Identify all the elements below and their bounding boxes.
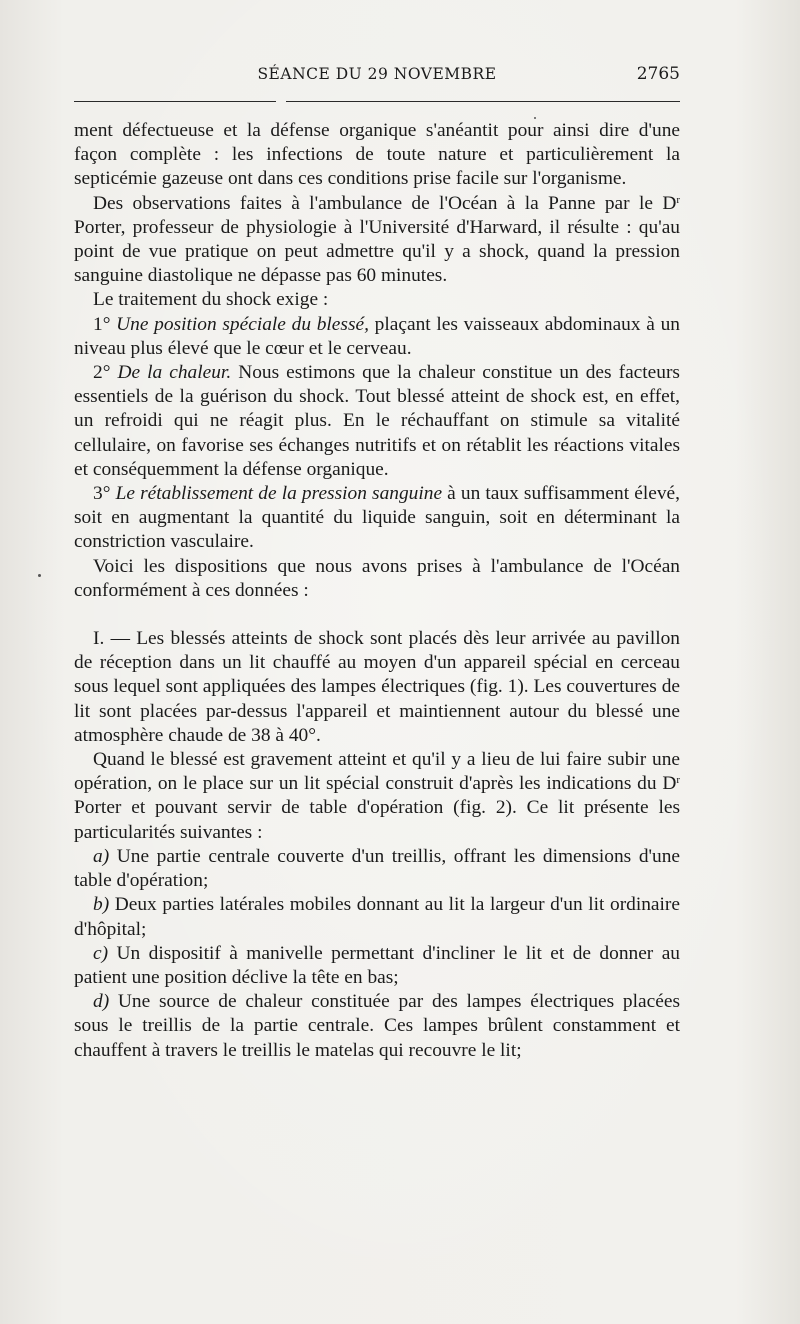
text-run: Porter et pouvant servir de table d'opération (fig. 2). Ce lit présente les particularités suivantes : [74,797,680,843]
paragraph-item-d [74,990,680,1063]
paper-speck [38,574,41,577]
text-run: Nous estimons que la chaleur constitue un des facteurs essentiels de la guérison du shock. Tout blessé atteint de shock est, en effet, un refroidi qui ne réagit plus. En le réchauffant on stimule sa vitalité cellulaire, on favorise ses échanges nutritifs et on rétablit les réactions vitales et conséquemment la défense organique. [74,362,680,480]
text-run: Deux parties latérales mobiles donnant au lit la largeur d'un lit ordinaire d'hôpital; [74,894,680,940]
superscript: r [676,774,680,787]
header-rule-left [74,101,276,102]
item-title: Le rétablissement de la pression sanguine [115,483,443,505]
item-letter: b) [93,894,110,916]
paragraph-observations [74,192,680,289]
text-run: Une partie centrale couverte d'un treillis, offrant les dimensions d'une table d'opération; [74,845,680,892]
item-number: 2° [93,362,118,384]
text-run: Un dispositif à manivelle permettant d'incliner le lit et de donner au patient une position déclive la tête en bas; [74,942,680,988]
paragraph-operation-bed [74,748,680,845]
text-run: Quand le blessé est gravement atteint et qu'il y a lieu de lui faire subir une opération, on le place sur un lit spécial construit d'après les indications du D [74,749,680,795]
item-number: 1° [93,313,117,335]
paragraph-item-1 [74,313,680,361]
item-title: De la chaleur. [117,362,232,384]
running-header [74,64,680,88]
body-text [74,119,680,1063]
header-title: SÉANCE DU 29 NOVEMBRE [257,65,497,83]
item-letter: c) [93,942,109,964]
paragraph-item-a [74,845,680,893]
paragraph-item-c [74,942,680,990]
page-number: 2765 [636,64,680,84]
item-number: 3° [93,483,116,505]
paper-speck [534,117,536,119]
paragraph-item-b [74,893,680,941]
item-letter: d) [93,991,110,1013]
superscript: r [676,193,680,206]
text-run: à un taux suffisamment élevé, soit en augmentant la quantité du liquide sanguin, soit en déterminant la constriction vasculaire. [74,483,680,553]
item-letter: a) [93,845,110,867]
text-run: Porter, professeur de physiologie à l'Université d'Harward, il résulte : qu'au point de vue pratique on peut admettre qu'il y a shock, quand la pression sanguine diastolique ne dépasse pas 60 minutes. [74,216,680,287]
paragraph-item-3 [74,482,680,555]
text-run: Des observations faites à l'ambulance de l'Océan à la Panne par le D [93,192,677,214]
header-rule-right [286,101,680,102]
text-run: plaçant les vaisseaux abdominaux à un niveau plus élevé que le cœur et le cerveau. [74,313,680,359]
item-title: Une position spéciale du blessé, [116,313,369,335]
paragraph-dispositions: Voici les dispositions que nous avons prises à l'ambulance de l'Océan conformément à ces données : [74,555,680,601]
paragraph-section-1: I. — Les blessés atteints de shock sont placés dès leur arrivée au pavillon de réception dans un lit chauffé au moyen d'un appareil spécial en cerceau sous lequel sont appliquées des lampes électriques (fig. 1). Les couvertures de lit sont placées par-dessus l'appareil et maintiennent autour du blessé une atmosphère chaude de 38 à 40°. [74,628,680,746]
paragraph-continuation: ment défectueuse et la défense organique s'anéantit pour ainsi dire d'une façon complète : les infections de toute nature et particulièrement la septicémie gazeuse ont dans ces conditions prise facile sur l'organisme. [74,120,680,190]
paragraph-item-2 [74,361,680,482]
paragraph-treatment-intro: Le traitement du shock exige : [93,289,329,311]
text-run: Une source de chaleur constituée par des lampes électriques placées sous le treillis de la partie centrale. Ces lampes brûlent constamment et chauffent à travers le treillis le matelas qui recouvre le lit; [74,991,680,1061]
